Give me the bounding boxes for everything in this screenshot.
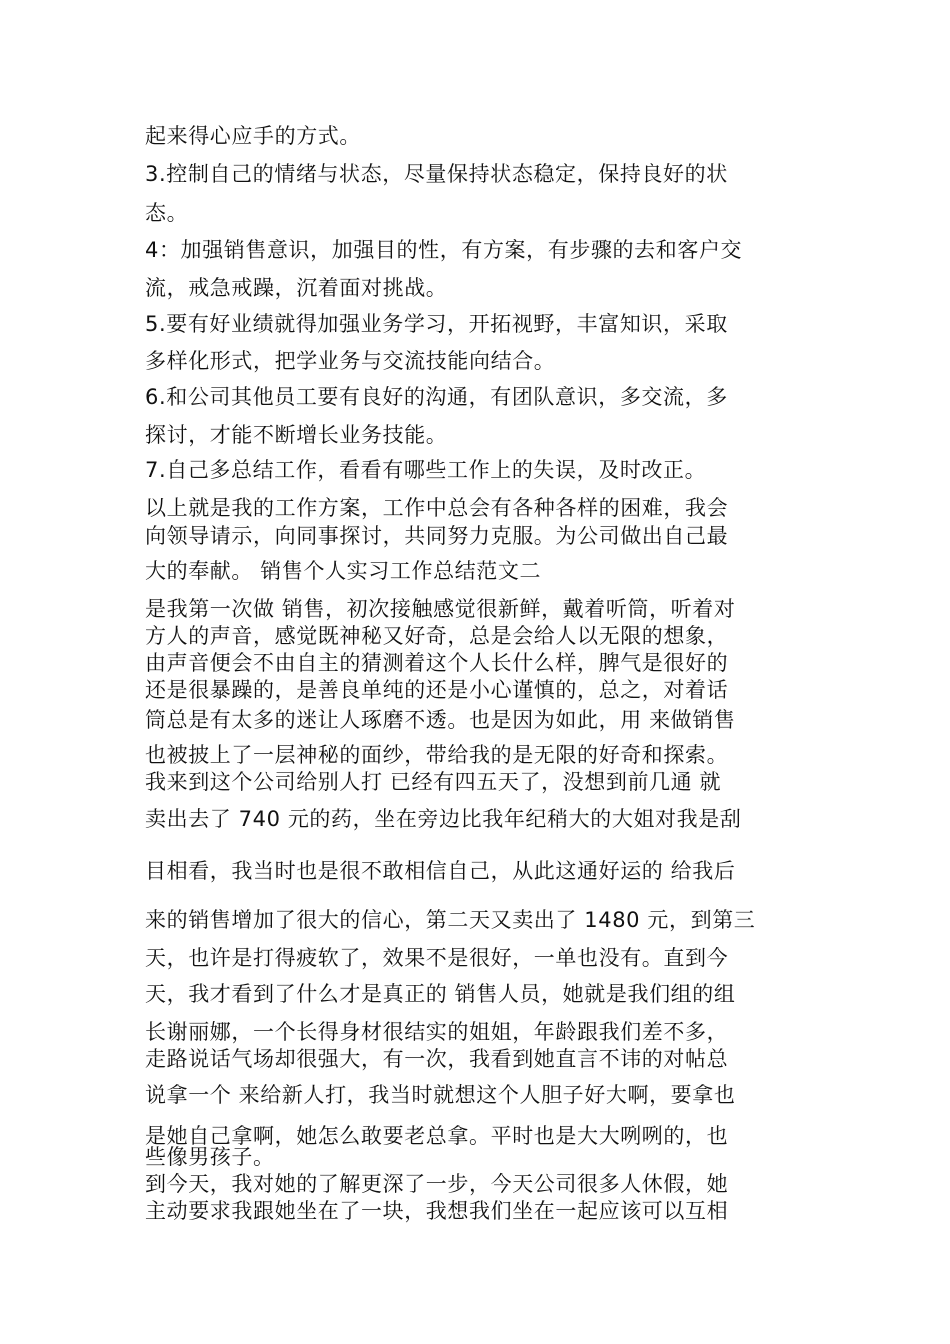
- text-line: 天，我才看到了什么才是真正的 销售人员，她就是我们组的组: [145, 982, 736, 1006]
- text-line: 3.控制自己的情绪与状态，尽量保持状态稳定，保持良好的状: [145, 162, 728, 186]
- text-line: 说拿一个 来给新人打，我当时就想这个人胆子好大啊，要拿也: [145, 1083, 736, 1107]
- text-line: 我来到这个公司给别人打 已经有四五天了，没想到前几通 就: [145, 770, 722, 794]
- text-line: 目相看，我当时也是很不敢相信自己，从此这通好运的 给我后: [145, 859, 736, 883]
- text-line: 探讨，才能不断增长业务技能。: [145, 423, 448, 447]
- text-line: 是我第一次做 销售，初次接触感觉很新鲜，戴着听筒，听着对: [145, 597, 736, 621]
- text-line: 些像男孩子。: [145, 1145, 275, 1169]
- text-line: 也被披上了一层神秘的面纱，带给我的是无限的好奇和探索。: [145, 743, 729, 767]
- text-line: 主动要求我跟她坐在了一块，我想我们坐在一起应该可以互相: [145, 1199, 729, 1223]
- text-line: 向领导请示，向同事探讨，共同努力克服。为公司做出自己最: [145, 524, 729, 548]
- text-line: 4：加强销售意识，加强目的性，有方案，有步骤的去和客户交: [145, 238, 743, 262]
- text-line: 流，戒急戒躁，沉着面对挑战。: [145, 276, 448, 300]
- text-line: 6.和公司其他员工要有良好的沟通，有团队意识，多交流，多: [145, 385, 728, 409]
- text-line: 长谢丽娜，一个长得身材很结实的姐姐，年龄跟我们差不多，: [145, 1020, 729, 1044]
- text-line: 天，也许是打得疲软了，效果不是很好，一单也没有。直到今: [145, 946, 729, 970]
- text-line: 来的销售增加了很大的信心，第二天又卖出了 1480 元，到第三: [145, 908, 756, 932]
- text-line: 还是很暴躁的，是善良单纯的还是小心谨慎的，总之，对着话: [145, 678, 729, 702]
- text-line: 态。: [145, 201, 189, 225]
- text-line: 多样化形式，把学业务与交流技能向结合。: [145, 349, 556, 373]
- text-line: 是她自己拿啊，她怎么敢要老总拿。平时也是大大咧咧的，也: [145, 1124, 729, 1148]
- text-line: 7.自己多总结工作，看看有哪些工作上的失误，及时改正。: [145, 458, 707, 482]
- text-line: 以上就是我的工作方案，工作中总会有各种各样的困难，我会: [145, 496, 729, 520]
- text-line: 方人的声音，感觉既神秘又好奇，总是会给人以无限的想象，: [145, 624, 729, 648]
- text-line: 卖出去了 740 元的药，坐在旁边比我年纪稍大的大姐对我是刮: [145, 807, 742, 831]
- text-line: 起来得心应手的方式。: [145, 124, 361, 148]
- text-line: 到今天，我对她的了解更深了一步，今天公司很多人休假，她: [145, 1172, 729, 1196]
- text-line: 大的奉献。 销售个人实习工作总结范文二: [145, 559, 542, 583]
- text-line: 5.要有好业绩就得加强业务学习，开拓视野，丰富知识，采取: [145, 312, 728, 336]
- text-line: 走路说话气场却很强大，有一次，我看到她直言不讳的对帖总: [145, 1047, 729, 1071]
- text-line: 筒总是有太多的迷让人琢磨不透。也是因为如此，用 来做销售: [145, 708, 736, 732]
- text-line: 由声音便会不由自主的猜测着这个人长什么样，脾气是很好的: [145, 651, 729, 675]
